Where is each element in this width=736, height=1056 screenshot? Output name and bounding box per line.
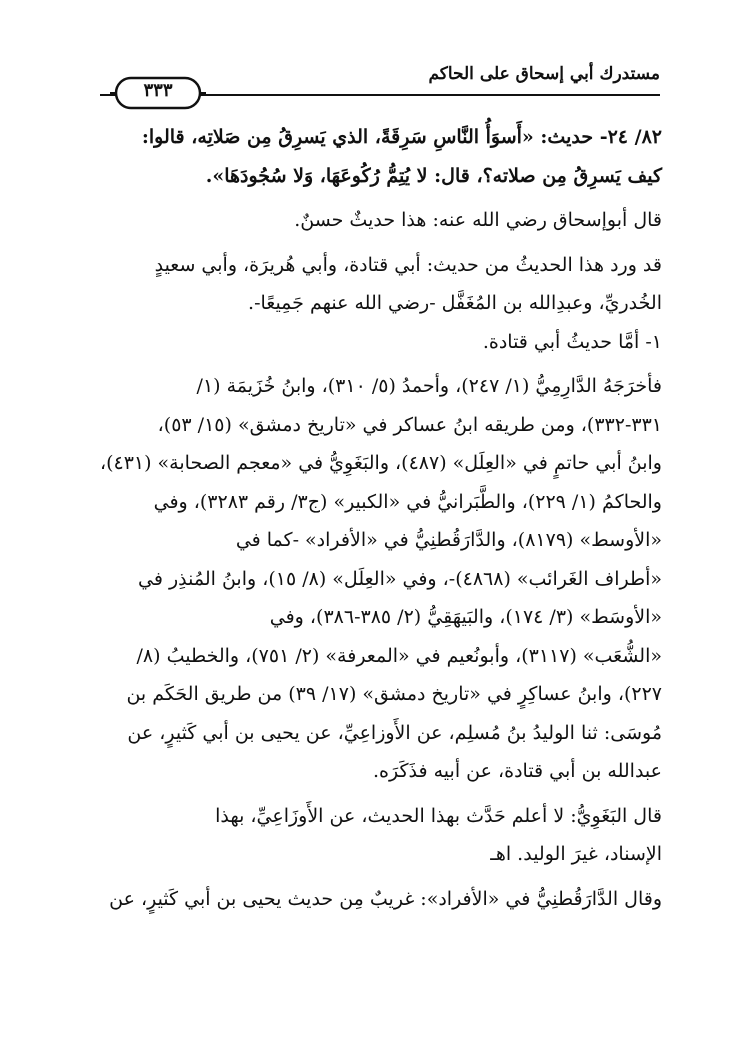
narrators-line: قد ورد هذا الحديثُ من حديث: أبي قتادة، وأبي هُريرَة، وأبي سعيدٍ	[154, 253, 662, 276]
daraqutni-line: وقال الدَّارَقُطنِيُّ في «الأفراد»: غريبٌ مِن حديث يحيى بن أبي كَثيرٍ، عن	[109, 887, 662, 910]
takhrij-paragraph	[96, 367, 662, 791]
book-title: مستدرك أبي إسحاق على الحاكم	[428, 64, 660, 84]
narrators-paragraph	[96, 246, 662, 323]
takhrij-line: «الشُّعَب» (٣١١٧)، وأبونُعيم في «المعرفة» (٢/ ٧٥١)، والخطيبُ (٨/	[136, 644, 662, 667]
takhrij-line: «الأوسَط» (٣/ ١٧٤)، والبَيهَقِيُّ (٢/ ٣٨٥-٣٨٦)، وفي	[269, 606, 662, 628]
takhrij-line: عبدالله بن أبي قتادة، عن أبيه فذَكَرَه.	[373, 760, 662, 782]
takhrij-line: ٢٢٧)، وابنُ عساكِرٍ في «تاريخ دمشق» (١٧/ ٣٩) من طريق الحَكَم بن	[126, 683, 662, 705]
takhrij-line: «الأوسط» (٨١٧٩)، والدَّارَقُطنِيُّ في «الأفراد» -كما في	[235, 529, 662, 551]
hadith-paragraph	[96, 118, 662, 195]
takhrij-line: ٣٣١-٣٣٢)، ومن طريقه ابنُ عساكر في «تاريخ دمشق» (١٥/ ٥٣)،	[157, 413, 662, 436]
takhrij-line: والحاكمُ (١/ ٢٢٩)، والطَّبَرانيُّ في «الكبير» (ج٣/ رقم ٣٢٨٣)، وفي	[153, 490, 662, 513]
hadith-line: ٨٢/ ٢٤- حديث: «أَسوَأُ النَّاسِ سَرِقَةً، الذي يَسرِقُ مِن صَلاتِه، قالوا:	[141, 126, 662, 148]
page-number-badge	[110, 72, 206, 114]
grading-paragraph	[96, 201, 662, 240]
narrators-line: الخُدريِّ، وعبدِالله بن المُغَفَّل -رضي الله عنهم جَمِيعًا-.	[248, 292, 662, 314]
section-line: ١- أمَّا حديثُ أبي قتادة.	[482, 330, 662, 353]
takhrij-line: وابنُ أبي حاتمٍ في «العِلَل» (٤٨٧)، والبَغَوِيُّ في «معجم الصحابة» (٤٣١)،	[99, 452, 662, 474]
hadith-line: كيف يَسرِقُ مِن صلاته؟، قال: لا يُتِمُّ رُكُوعَهَا، وَلا سُجُودَهَا».	[205, 164, 662, 187]
page-body	[96, 118, 662, 918]
section-heading	[96, 323, 662, 362]
baghawi-paragraph	[96, 797, 662, 874]
page-header	[100, 58, 660, 101]
baghawi-line: قال البَغَوِيُّ: لا أعلم حَدَّث بهذا الحديث، عن الأَوزَاعِيِّ، بهذا	[215, 804, 662, 827]
takhrij-line: فأخرَجَهُ الدَّارِمِيُّ (١/ ٢٤٧)، وأحمدُ (٥/ ٣١٠)، وابنُ خُزَيمَة (١/	[196, 375, 662, 397]
baghawi-line: الإسناد، غيرَ الوليد. اهـ	[490, 843, 662, 865]
daraqutni-paragraph	[96, 880, 662, 919]
takhrij-line: مُوسَى: ثنا الوليدُ بنُ مُسلِم، عن الأَوزاعِيِّ، عن يحيى بن أبي كَثيرٍ، عن	[127, 721, 662, 744]
grading-line: قال أبوإسحاق رضي الله عنه: هذا حديثٌ حسنٌ.	[294, 209, 662, 231]
page-number: ٣٣٣	[143, 80, 173, 101]
takhrij-line: «أطراف الغَرائب» (٤٨٦٨)-، وفي «العِلَل» (٨/ ١٥)، وابنُ المُنذِر في	[138, 567, 662, 590]
